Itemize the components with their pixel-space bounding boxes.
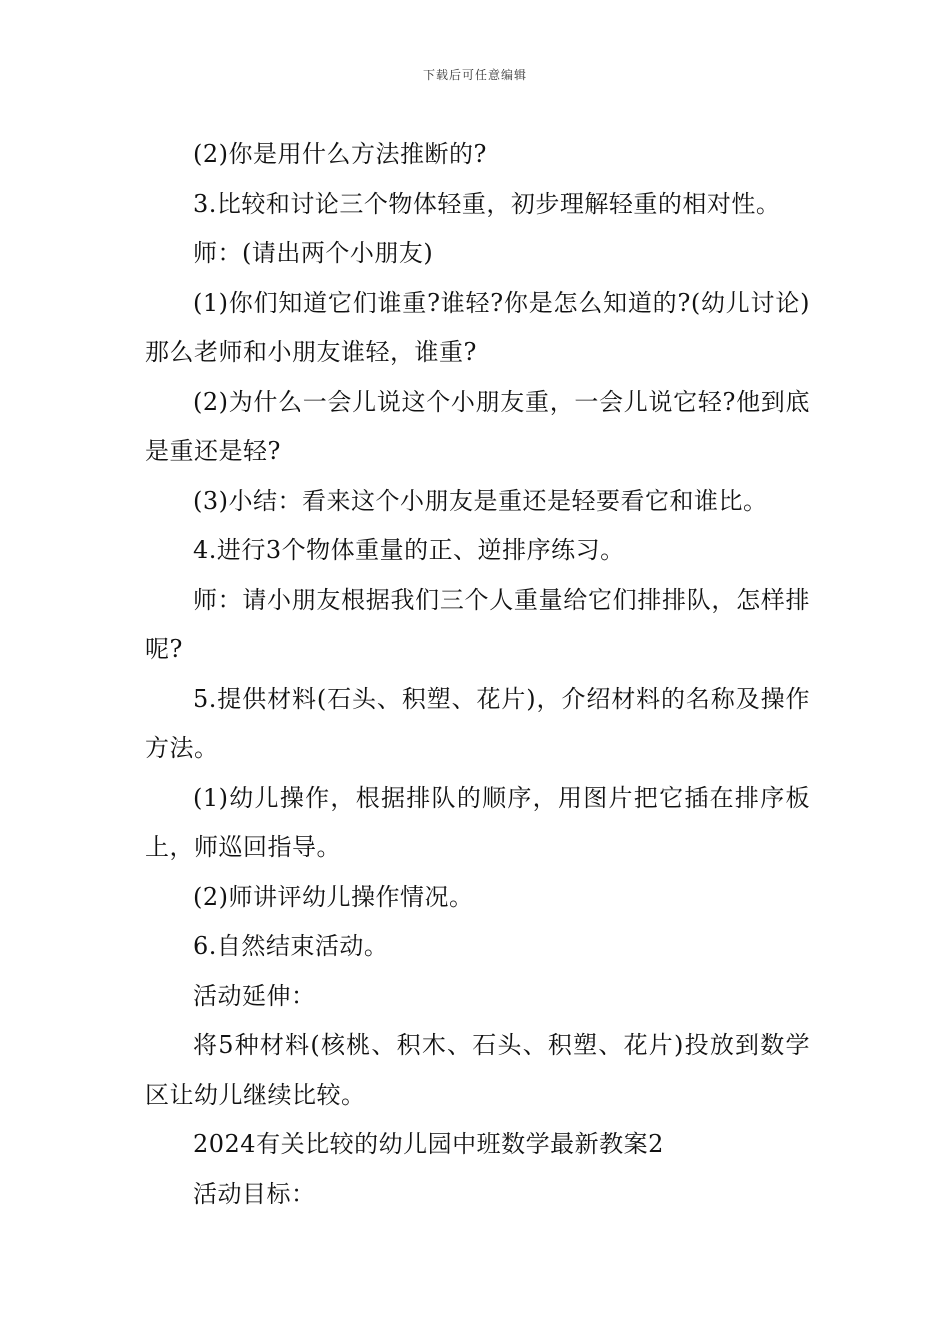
section-heading: 活动目标： [193, 1179, 316, 1208]
section-title: 2024有关比较的幼儿园中班数学最新教案2 [193, 1130, 664, 1158]
section-heading: 活动延伸： [193, 981, 316, 1010]
paragraph: (2)你是用什么方法推断的? [193, 140, 487, 168]
paragraph: 将5种材料(核桃、积木、石头、积塑、花片)投放到数学区让幼儿继续比较。 [145, 1031, 810, 1109]
paragraph: 师：请小朋友根据我们三个人重量给它们排排队，怎样排呢? [145, 585, 810, 663]
paragraph: (1)幼儿操作，根据排队的顺序，用图片把它插在排序板上，师巡回指导。 [145, 783, 810, 861]
paragraph: 3.比较和讨论三个物体轻重，初步理解轻重的相对性。 [193, 189, 781, 218]
paragraph: (2)师讲评幼儿操作情况。 [193, 882, 474, 911]
paragraph: 4.进行3个物体重量的正、逆排序练习。 [193, 536, 625, 564]
page-header: 下载后可任意编辑 [422, 68, 527, 82]
paragraph: 6.自然结束活动。 [193, 932, 389, 960]
paragraph: (3)小结：看来这个小朋友是重还是轻要看它和谁比。 [193, 486, 768, 515]
paragraph: (2)为什么一会儿说这个小朋友重，一会儿说它轻?他到底是重还是轻? [145, 387, 810, 465]
document-body [145, 130, 810, 1219]
paragraph: 5.提供材料(石头、积塑、花片)，介绍材料的名称及操作方法。 [145, 684, 810, 762]
paragraph: (1)你们知道它们谁重?谁轻?你是怎么知道的?(幼儿讨论)那么老师和小朋友谁轻，谁重? [145, 288, 810, 366]
paragraph: 师：(请出两个小朋友) [193, 239, 434, 267]
